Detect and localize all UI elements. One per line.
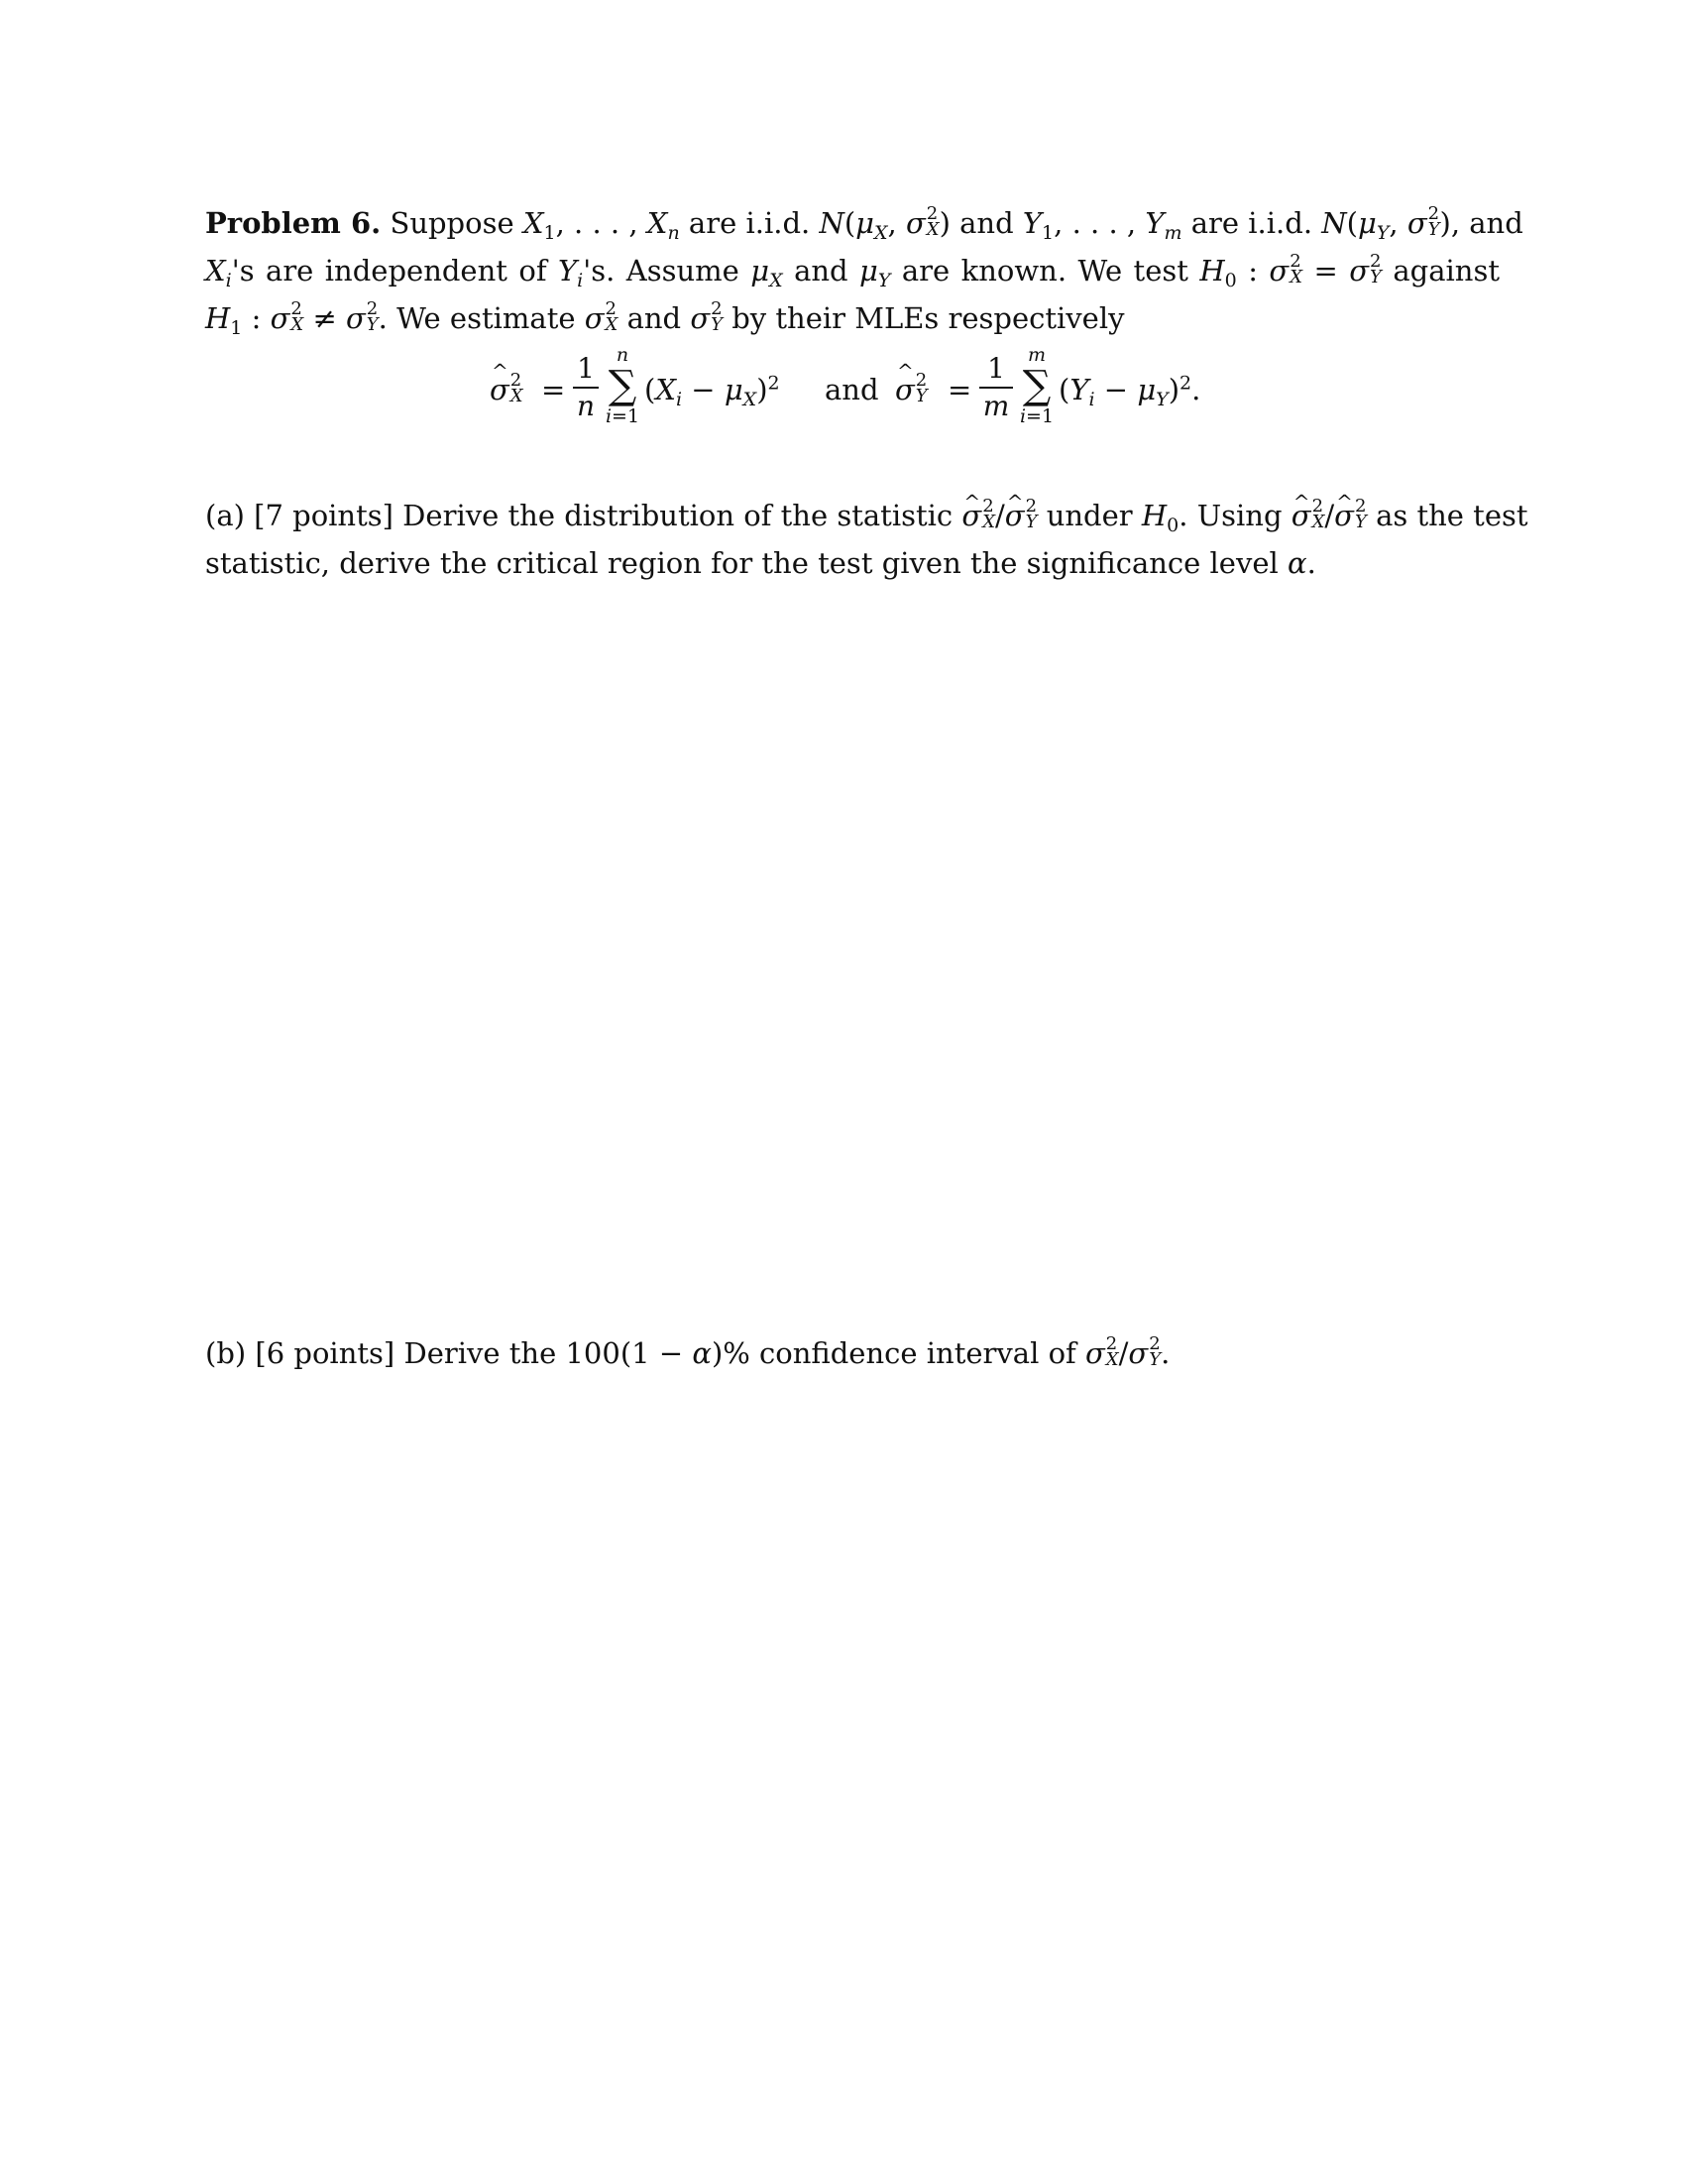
fraction-1-over-m: 1 m [979,353,1013,422]
part-b-label: (b) [205,1336,247,1370]
equals-sign: = [948,373,972,406]
part-a-line-1: (a) [7 points] Derive the distribution of the statistic ^ σ 2 X /^ σ 2 Y under $H_0$. Using ^ σ 2 X /^ σ 2 Y as the test [205,497,1500,544]
problem-intro-line-2: $X_i's$ are independent of $Y_i's$. Assume $\mu_X$ and $\mu_Y$ are known. We test $H_0$ : σ 2 X = σ 2 Y against [205,251,1500,291]
sum-term-y: $(Y_i - \mu_Y)^2$. [1059,372,1201,410]
sum-term-x: $(X_i - \mu_X)^2$ [644,372,780,410]
problem-intro-line-3: $H_1$ : σ 2 X ≠ σ 2 Y . We estimate σ 2 X and σ 2 Y by their MLEs respectively [205,298,1125,339]
problem-intro-line-1: Problem 6. Suppose $X_1$, . . . , $X_n$ are i.i.d. $N(\mu_X$, σ 2 X ) and $Y_1$, . . . , $Y_m$ are i.i.d. $N(\mu_Y$, σ 2 Y ), and [205,203,1523,244]
part-a-label: (a) [205,499,245,532]
part-a-points: [7 points] [254,499,393,532]
summation-i-to-n: n ∑ i=1 [605,344,640,427]
summation-i-to-m: m ∑ i=1 [1019,344,1055,427]
part-b [205,1334,1500,1372]
sigma-hat-y-squared: ^ σ 2 Y [895,373,928,407]
sigma-hat-x-squared: ^ σ 2 X [490,373,523,407]
equation-conjunction: and [825,373,879,406]
equals-sign: = [541,373,566,406]
mle-equation [0,339,1685,448]
fraction-1-over-n: 1 n [573,353,599,422]
problem-label: Problem 6. [205,206,382,240]
part-a [205,496,1528,582]
part-b-points: [6 points] [255,1336,395,1370]
part-a-line-2: statistic, derive the critical region for the test given the significance level α. [205,546,1316,580]
part-b-line-1: (b) [6 points] Derive the 100(1 − α)% confidence interval of σ 2 X /σ 2 Y . [205,1333,1171,1370]
problem-statement [205,203,1523,347]
